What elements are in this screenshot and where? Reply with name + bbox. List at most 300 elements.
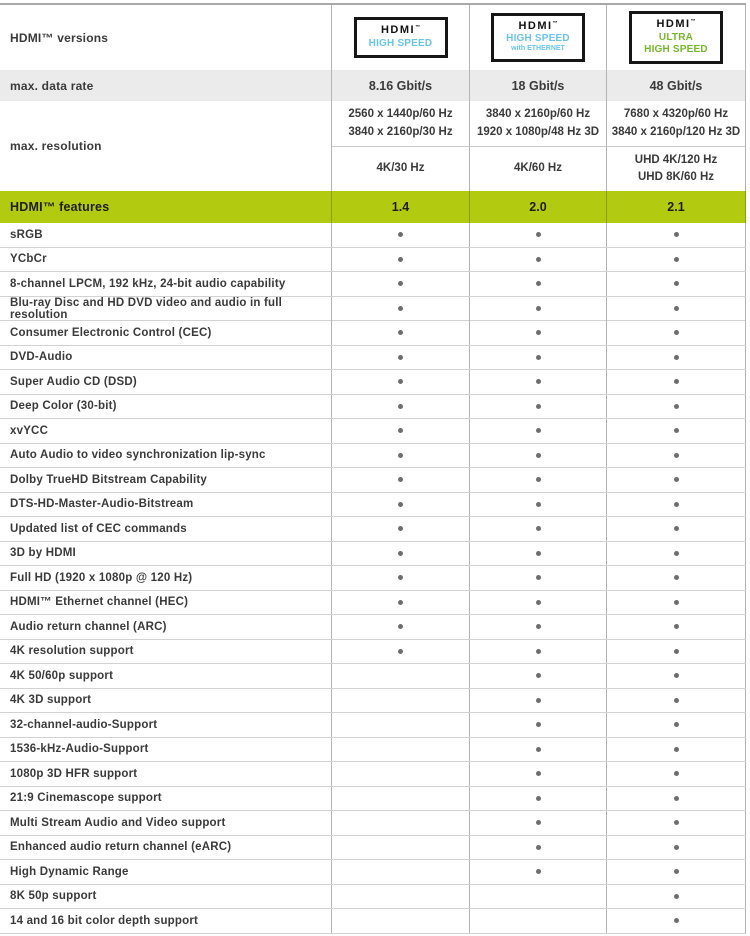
support-dot [674,355,679,360]
support-dot [674,379,679,384]
feature-support-cell-col3 [606,370,746,394]
feature-label-cell [0,640,331,664]
feature-support-cell-col3 [606,346,746,370]
hdmi-logo-text: HDMI [518,20,553,33]
feature-label: 21:9 Cinemascope support [10,792,162,805]
feature-row [0,248,746,273]
feature-label-cell [0,346,331,370]
feature-support-cell-col2 [469,493,606,517]
feature-label-cell [0,370,331,394]
feature-support-cell-col1 [331,885,469,909]
support-dot [674,820,679,825]
support-dot [536,281,541,286]
feature-support-cell-col2 [469,346,606,370]
features-body [0,223,746,934]
trademark-mark: ™ [415,24,421,31]
support-dot [398,526,403,531]
feature-row [0,591,746,616]
hdmi-logo [363,24,439,37]
support-dot [398,379,403,384]
feature-support-cell-col1 [331,272,469,296]
feature-row [0,615,746,640]
versions-header-row [0,5,746,70]
features-header-label-text: HDMI™ features [10,200,110,214]
feature-support-cell-col2 [469,542,606,566]
feature-label-cell [0,468,331,492]
support-dot [536,845,541,850]
feature-support-cell-col2 [469,787,606,811]
feature-label: 32-channel-audio-Support [10,718,158,731]
support-dot [674,257,679,262]
feature-support-cell-col3 [606,664,746,688]
support-dot [536,526,541,531]
feature-label-cell [0,493,331,517]
versions-row-label [0,5,331,70]
feature-support-cell-col3 [606,860,746,884]
feature-support-cell-col1 [331,909,469,933]
feature-support-cell-col2 [469,860,606,884]
feature-label-cell [0,248,331,272]
support-dot [536,551,541,556]
support-dot [674,722,679,727]
feature-label: Dolby TrueHD Bitstream Capability [10,473,208,486]
feature-label-cell [0,689,331,713]
feature-label-cell [0,738,331,762]
hdmi-high-speed-ethernet-badge [491,13,585,62]
feature-row [0,223,746,248]
support-dot [674,649,679,654]
feature-support-cell-col1 [331,248,469,272]
feature-label-cell [0,444,331,468]
support-dot [536,232,541,237]
versions-label-text: HDMI™ versions [10,30,109,45]
feature-row [0,493,746,518]
feature-label: High Dynamic Range [10,865,129,878]
resolution-line: 4K/60 Hz [514,162,562,175]
feature-row [0,321,746,346]
feature-support-cell-col1 [331,395,469,419]
feature-support-cell-col3 [606,591,746,615]
support-dot [536,379,541,384]
feature-label: xvYCC [10,424,49,437]
feature-label: Auto Audio to video synchronization lip-sync [10,449,266,462]
feature-support-cell-col3 [606,787,746,811]
feature-support-cell-col2 [469,468,606,492]
resolution-row [0,101,746,191]
feature-label-cell [0,591,331,615]
feature-label: Deep Color (30-bit) [10,400,117,413]
support-dot [674,453,679,458]
support-dot [536,404,541,409]
feature-row [0,542,746,567]
resolution-line: 3840 x 2160p/30 Hz [348,125,453,138]
feature-support-cell-col3 [606,713,746,737]
feature-support-cell-col3 [606,542,746,566]
feature-support-cell-col3 [606,762,746,786]
support-dot [536,330,541,335]
feature-support-cell-col1 [331,297,469,321]
resolution-upper-col1 [331,101,469,146]
feature-support-cell-col2 [469,321,606,345]
data-rate-label [0,70,331,101]
feature-support-cell-col1 [331,689,469,713]
feature-row [0,517,746,542]
support-dot [398,404,403,409]
feature-support-cell-col1 [331,860,469,884]
feature-row [0,664,746,689]
feature-row [0,909,746,934]
feature-support-cell-col1 [331,370,469,394]
feature-support-cell-col3 [606,419,746,443]
support-dot [674,477,679,482]
resolution-upper-col2 [469,101,606,146]
resolution-label-text: max. resolution [10,139,102,153]
support-dot [536,477,541,482]
support-dot [674,428,679,433]
feature-support-cell-col3 [606,297,746,321]
feature-row [0,566,746,591]
support-dot [536,502,541,507]
feature-support-cell-col3 [606,223,746,247]
feature-support-cell-col1 [331,517,469,541]
feature-support-cell-col2 [469,615,606,639]
feature-label-cell [0,321,331,345]
hdmi-high-speed-badge [354,17,448,57]
feature-support-cell-col2 [469,591,606,615]
support-dot [398,600,403,605]
feature-label: 3D by HDMI [10,547,76,560]
data-rate-value-col1: 8.16 Gbit/s [331,70,469,101]
feature-support-cell-col2 [469,566,606,590]
feature-support-cell-col3 [606,689,746,713]
feature-label: DTS-HD-Master-Audio-Bitstream [10,498,194,511]
feature-row [0,836,746,861]
feature-label-cell [0,223,331,247]
support-dot [536,600,541,605]
feature-label-cell [0,909,331,933]
hdmi-comparison-table [0,3,746,934]
feature-label: 1080p 3D HFR support [10,767,138,780]
support-dot [398,330,403,335]
feature-label: Enhanced audio return channel (eARC) [10,841,232,854]
feature-support-cell-col1 [331,321,469,345]
support-dot [674,796,679,801]
resolution-line: UHD 8K/60 Hz [637,171,715,183]
feature-support-cell-col2 [469,909,606,933]
feature-label-cell [0,885,331,909]
feature-support-cell-col1 [331,664,469,688]
resolution-line: 7680 x 4320p/60 Hz [623,108,729,121]
feature-label: DVD-Audio [10,351,73,364]
resolution-line: 4K/30 Hz [376,162,425,175]
feature-support-cell-col2 [469,836,606,860]
feature-support-cell-col2 [469,419,606,443]
data-rate-label-text: max. data rate [10,78,94,93]
feature-support-cell-col3 [606,444,746,468]
feature-row [0,468,746,493]
feature-support-cell-col1 [331,223,469,247]
feature-support-cell-col3 [606,811,746,835]
support-dot [536,257,541,262]
resolution-label [0,101,331,191]
feature-support-cell-col1 [331,787,469,811]
feature-label: 4K resolution support [10,645,134,658]
feature-label-cell [0,787,331,811]
feature-support-cell-col3 [606,615,746,639]
support-dot [674,673,679,678]
support-dot [536,428,541,433]
feature-label-cell [0,762,331,786]
feature-support-cell-col2 [469,689,606,713]
feature-support-cell-col2 [469,738,606,762]
features-header-label [0,191,331,223]
feature-support-cell-col3 [606,395,746,419]
badge-line-ultra: ULTRA [658,31,694,43]
support-dot [536,698,541,703]
support-dot [398,355,403,360]
support-dot [536,355,541,360]
feature-label: 8-channel LPCM, 192 kHz, 24-bit audio capability [10,277,286,290]
feature-support-cell-col1 [331,493,469,517]
feature-support-cell-col3 [606,885,746,909]
feature-support-cell-col2 [469,297,606,321]
support-dot [674,330,679,335]
support-dot [398,575,403,580]
support-dot [398,257,403,262]
resolution-line: 1920 x 1080p/48 Hz 3D [476,125,600,138]
support-dot [674,502,679,507]
support-dot [398,502,403,507]
feature-support-cell-col3 [606,272,746,296]
feature-label: 4K 50/60p support [10,669,114,682]
feature-support-cell-col1 [331,566,469,590]
support-dot [398,624,403,629]
feature-support-cell-col3 [606,468,746,492]
support-dot [674,232,679,237]
feature-support-cell-col1 [331,811,469,835]
resolution-lower-col1 [331,146,469,191]
feature-row [0,395,746,420]
feature-label: 1536-kHz-Audio-Support [10,743,149,756]
feature-support-cell-col3 [606,909,746,933]
resolution-line: 3840 x 2160p/120 Hz 3D [611,125,741,138]
hdmi-logo-text: HDMI [380,24,416,37]
hdmi-ultra-high-speed-badge [629,11,723,63]
badge-line-high-speed: HIGH SPEED [644,43,708,55]
feature-support-cell-col2 [469,640,606,664]
feature-support-cell-col3 [606,738,746,762]
hdmi-logo-text: HDMI [656,18,691,31]
support-dot [674,894,679,899]
support-dot [674,306,679,311]
feature-label-cell [0,419,331,443]
support-dot [536,820,541,825]
feature-row [0,811,746,836]
feature-label-cell [0,297,331,321]
feature-label-cell [0,664,331,688]
feature-row [0,640,746,665]
support-dot [536,771,541,776]
resolution-line: UHD 4K/120 Hz [634,153,718,166]
support-dot [674,771,679,776]
badge-line-high-speed: HIGH SPEED [368,37,433,49]
feature-row [0,713,746,738]
feature-support-cell-col2 [469,517,606,541]
badge-cell-col3 [606,5,746,70]
feature-support-cell-col1 [331,591,469,615]
support-dot [674,281,679,286]
feature-label: 4K 3D support [10,694,92,707]
trademark-mark: ™ [690,18,696,25]
feature-support-cell-col3 [606,493,746,517]
feature-support-cell-col1 [331,640,469,664]
feature-support-cell-col1 [331,444,469,468]
support-dot [536,624,541,629]
feature-support-cell-col1 [331,419,469,443]
feature-label-cell [0,272,331,296]
version-number-col3: 2.1 [606,191,746,223]
feature-support-cell-col3 [606,640,746,664]
support-dot [536,575,541,580]
support-dot [398,306,403,311]
feature-support-cell-col1 [331,762,469,786]
feature-row [0,885,746,910]
feature-support-cell-col2 [469,272,606,296]
resolution-lower-col2 [469,146,606,191]
feature-row [0,272,746,297]
trademark-mark: ™ [552,20,558,27]
feature-label-cell [0,517,331,541]
feature-label: 8K 50p support [10,890,97,903]
features-header-row [0,191,746,223]
feature-support-cell-col1 [331,468,469,492]
feature-label: Full HD (1920 x 1080p @ 120 Hz) [10,571,193,584]
feature-support-cell-col2 [469,664,606,688]
support-dot [674,869,679,874]
feature-support-cell-col2 [469,444,606,468]
feature-support-cell-col3 [606,566,746,590]
support-dot [674,698,679,703]
support-dot [536,796,541,801]
feature-label: 14 and 16 bit color depth support [10,914,199,927]
feature-support-cell-col2 [469,885,606,909]
feature-support-cell-col2 [469,395,606,419]
feature-support-cell-col2 [469,811,606,835]
support-dot [536,673,541,678]
feature-label: YCbCr [10,253,47,266]
support-dot [536,306,541,311]
feature-row [0,738,746,763]
feature-row [0,689,746,714]
feature-label: HDMI™ Ethernet channel (HEC) [10,596,189,609]
data-rate-row [0,70,746,101]
version-number-col2: 2.0 [469,191,606,223]
support-dot [398,649,403,654]
feature-row [0,297,746,322]
badge-line-high-speed: HIGH SPEED [506,33,570,45]
feature-support-cell-col1 [331,836,469,860]
hdmi-logo [500,20,576,33]
version-number-col1: 1.4 [331,191,469,223]
badge-line-with-ethernet: with ETHERNET [511,45,565,53]
feature-label-cell [0,615,331,639]
feature-label: Updated list of CEC commands [10,522,187,535]
support-dot [536,747,541,752]
badge-cell-col2 [469,5,606,70]
support-dot [674,624,679,629]
support-dot [398,232,403,237]
feature-support-cell-col2 [469,248,606,272]
feature-label: sRGB [10,228,43,241]
feature-label: Audio return channel (ARC) [10,620,167,633]
support-dot [674,526,679,531]
support-dot [398,551,403,556]
resolution-line: 3840 x 2160p/60 Hz [485,108,591,121]
support-dot [674,600,679,605]
feature-label: Blu-ray Disc and HD DVD video and audio in full resolution [10,296,283,321]
support-dot [674,918,679,923]
feature-support-cell-col3 [606,248,746,272]
feature-label-cell [0,566,331,590]
feature-support-cell-col2 [469,762,606,786]
feature-support-cell-col1 [331,738,469,762]
feature-label-cell [0,836,331,860]
feature-label: Super Audio CD (DSD) [10,375,137,388]
data-rate-value-col2: 18 Gbit/s [469,70,606,101]
feature-row [0,787,746,812]
feature-support-cell-col1 [331,542,469,566]
support-dot [398,477,403,482]
feature-label-cell [0,811,331,835]
hdmi-logo [638,18,714,31]
support-dot [398,428,403,433]
feature-support-cell-col2 [469,223,606,247]
support-dot [536,649,541,654]
feature-support-cell-col3 [606,321,746,345]
feature-row [0,860,746,885]
support-dot [674,551,679,556]
resolution-lower-col3 [606,146,746,191]
feature-row [0,419,746,444]
support-dot [674,845,679,850]
feature-support-cell-col1 [331,346,469,370]
feature-label-cell [0,542,331,566]
feature-support-cell-col2 [469,370,606,394]
feature-row [0,762,746,787]
feature-label-cell [0,395,331,419]
feature-label-cell [0,860,331,884]
feature-row [0,444,746,469]
data-rate-value-col3: 48 Gbit/s [606,70,746,101]
support-dot [536,722,541,727]
resolution-line: 2560 x 1440p/60 Hz [348,108,453,121]
feature-support-cell-col1 [331,615,469,639]
support-dot [674,747,679,752]
feature-row [0,370,746,395]
feature-support-cell-col2 [469,713,606,737]
feature-support-cell-col1 [331,713,469,737]
resolution-upper-col3 [606,101,746,146]
support-dot [398,281,403,286]
support-dot [398,453,403,458]
badge-cell-col1 [331,5,469,70]
feature-label-cell [0,713,331,737]
feature-row [0,346,746,371]
feature-label: Multi Stream Audio and Video support [10,816,226,829]
support-dot [536,869,541,874]
feature-label: Consumer Electronic Control (CEC) [10,326,212,339]
support-dot [536,453,541,458]
